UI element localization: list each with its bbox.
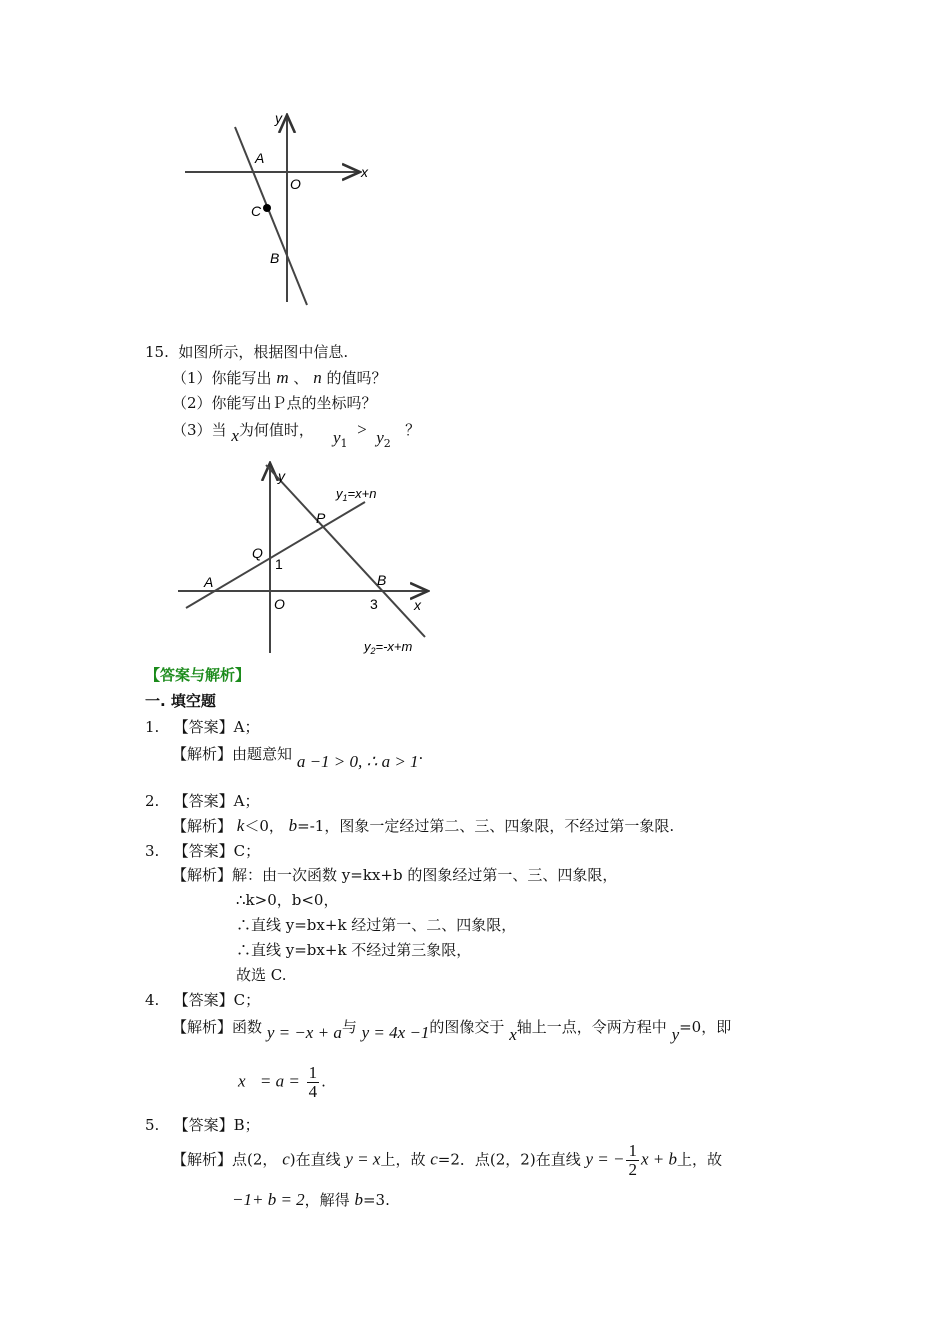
analysis-3-line-5: 故选 C.	[236, 966, 287, 984]
answers-heading: 【答案与解析】	[145, 666, 251, 684]
point-c	[263, 204, 271, 212]
q15-part3: （3）当 x为何值时， $y_1 > y_2$ ？	[172, 420, 421, 450]
answer-3: 3. 【答案】C；	[145, 842, 261, 860]
x-label: x	[414, 597, 421, 613]
o-label: O	[290, 176, 301, 192]
b-label: B	[377, 572, 387, 588]
analysis-4-result: x = a = $\frac{1}{4}$ .	[238, 1063, 326, 1101]
y-label: y	[278, 468, 285, 484]
answer-4: 4. 【答案】C；	[145, 991, 261, 1009]
analysis-4: 【解析】函数 y = −x + a与 y = 4x −1的图像交于 x轴上一点，令两方程中 y=0，即	[172, 1018, 732, 1044]
p-label: P	[316, 510, 326, 526]
analysis-3-line-4: ∴直线 y=bx+k 不经过第三象限，	[236, 941, 472, 959]
line-ab	[235, 127, 307, 305]
analysis-3-line-2: ∴k>0，b<0，	[236, 891, 339, 909]
q15-stem: 15. 如图所示，根据图中信息.	[145, 343, 349, 361]
x-label: x	[361, 164, 368, 180]
analysis-5: 【解析】点(2， c)在直线 y = x上，故 c=2．点(2，2)在直线 y = − $\frac{1}{2}$ x + b上，故	[172, 1141, 723, 1179]
a-label: A	[204, 574, 214, 590]
y2-equation: $y_2=-x+m$	[364, 639, 413, 656]
o-label: O	[274, 596, 285, 612]
one-label: 1	[275, 556, 283, 572]
a-label: A	[255, 150, 265, 166]
analysis-3-line-3: ∴直线 y=bx+k 经过第一、二、四象限，	[236, 916, 517, 934]
q15-part2: （2）你能写出Ｐ点的坐标吗？	[172, 394, 377, 412]
figure-1-graph	[175, 105, 385, 310]
c-label: C	[251, 203, 262, 219]
b-label: B	[270, 250, 280, 266]
figure-2-graph	[170, 455, 440, 660]
answer-1: 1. 【答案】A；	[145, 718, 260, 736]
analysis-2: 【解析】 k＜0， b=-1，图象一定经过第二、三、四象限，不经过第一象限.	[172, 816, 675, 835]
analysis-5-line-2: −1+ b = 2，解得 b=3.	[232, 1190, 390, 1209]
q-label: Q	[252, 545, 263, 561]
three-label: 3	[370, 596, 378, 612]
answer-2: 2. 【答案】A；	[145, 792, 260, 810]
line-y1	[186, 502, 365, 608]
analysis-3-line-1: 【解析】解：由一次函数 y=kx+b 的图象经过第一、三、四象限，	[172, 866, 618, 884]
section-title: 一. 填空题	[145, 692, 216, 710]
answer-5: 5. 【答案】B；	[145, 1116, 260, 1134]
y1-equation: $y_1=x+n$	[336, 486, 377, 503]
line-y2	[266, 465, 425, 637]
analysis-1: 【解析】由题意知 a −1 > 0, ∴ a > 1.	[172, 745, 424, 771]
q15-part1: （1）你能写出 m 、 n 的值吗？	[172, 368, 387, 387]
y-label: y	[275, 110, 282, 126]
